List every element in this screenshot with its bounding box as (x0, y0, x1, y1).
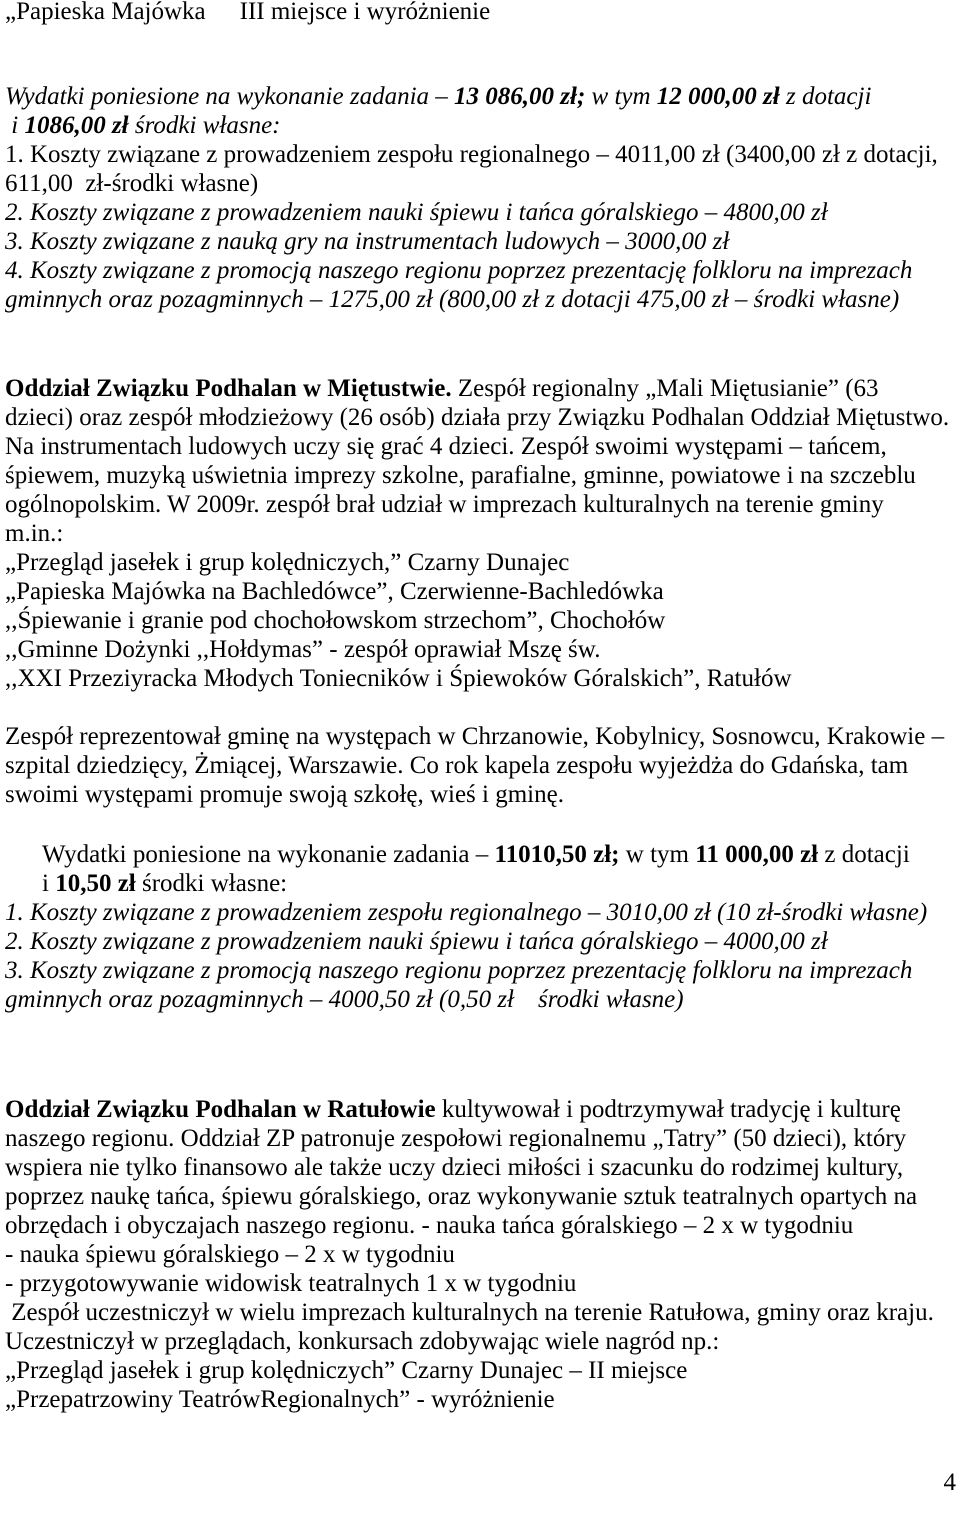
expenses-intro-mid: w tym (619, 841, 696, 868)
paragraph-text: kultywował i podtrzymywał tradycję i kulturę (435, 1096, 901, 1123)
summary-line: swoimi występami promuje swoją szkołę, wieś i gminę. (5, 781, 564, 808)
expenses-total: 13 086,00 zł; (454, 83, 586, 110)
spacer (5, 693, 960, 722)
cost-line: 1. Koszty związane z prowadzeniem zespołu regionalnego – 4011,00 zł (3400,00 zł z dotacji, (5, 141, 938, 168)
expenses-own-suffix: środki własne: (135, 870, 288, 897)
expenses-intro-mid: w tym (585, 83, 657, 110)
section-intro-line (5, 374, 960, 403)
cost-line: 4. Koszty związane z promocją naszego regionu poprzez prezentację folkloru na imprezach (5, 257, 913, 284)
expenses-own-line (5, 111, 960, 140)
cost-line: 3. Koszty związane z promocją naszego regionu poprzez prezentację folkloru na imprezach (5, 957, 913, 984)
expenses-intro-text: Wydatki poniesione na wykonanie zadania – (42, 841, 495, 868)
paragraph-line: Uczestniczył w przeglądach, konkursach zdobywając wiele nagród np.: (5, 1328, 720, 1355)
cost-line: 3. Koszty związane z nauką gry na instrumentach ludowych – 3000,00 zł (5, 228, 730, 255)
paragraph-line: Na instrumentach ludowych uczy się grać 4 dzieci. Zespół swoimi występami – tańcem, (5, 433, 887, 460)
paragraph-line: poprzez naukę tańca, śpiewu góralskiego, oraz wykonywanie sztuk teatralnych opartych na (5, 1183, 918, 1210)
paragraph-line: obrzędach i obyczajach naszego regionu. - nauka tańca góralskiego – 2 x w tygodniu (5, 1212, 854, 1239)
cost-line (5, 985, 960, 1014)
section-heading-mietustwo: Oddział Związku Podhalan w Miętustwie. (5, 375, 452, 402)
spacer (5, 1014, 960, 1095)
expenses-intro-end: z dotacji (779, 83, 872, 110)
paragraph-line: m.in.: (5, 520, 64, 547)
award-item: „Przegląd jasełek i grup kolędniczych” Czarny Dunajec – II miejsce (5, 1357, 688, 1384)
expenses-own-prefix: i (5, 112, 25, 139)
paragraph-line: śpiewem, muzyką uświetnia imprezy szkolne, parafialne, gminne, powiatowe i na szczeblu (5, 462, 916, 489)
summary-line: Zespół reprezentował gminę na występach w Chrzanowie, Kobylnicy, Sosnowcu, Krakowie – (5, 723, 945, 750)
award-event-name: „Papieska Majówka (5, 0, 206, 25)
activity-item: - nauka śpiewu góralskiego – 2 x w tygodniu (5, 1241, 455, 1268)
expenses-own-amount: 1086,00 zł (24, 112, 129, 139)
award-item: „Przepatrzowiny TeatrówRegionalnych” - wyróżnienie (5, 1386, 555, 1413)
expenses-total: 11010,50 zł; (494, 841, 620, 868)
expenses-grant: 11 000,00 zł (695, 841, 819, 868)
expenses-grant: 12 000,00 zł (656, 83, 780, 110)
cost-line-amounts: gminnych oraz pozagminnych – 4000,50 zł (0,50 zł (5, 986, 514, 1013)
cost-line: gminnych oraz pozagminnych – 1275,00 zł (800,00 zł z dotacji 475,00 zł – środki własne) (5, 286, 900, 313)
event-item: ,,XXI Przeziyracka Młodych Toniecników i Śpiewoków Góralskich”, Ratułów (5, 665, 792, 692)
summary-line: szpital dziedzięcy, Żmiącej, Warszawie. Co rok kapela zespołu wyjeżdża do Gdańska, tam (5, 752, 909, 779)
spacer (5, 26, 960, 82)
expenses-own-suffix: środki własne: (128, 112, 281, 139)
expenses-own-prefix: i (42, 870, 56, 897)
expenses-intro-line (5, 82, 960, 111)
cost-line: 2. Koszty związane z prowadzeniem nauki śpiewu i tańca góralskiego – 4800,00 zł (5, 199, 828, 226)
award-line (5, 0, 960, 26)
paragraph-text: Zespół regionalny „Mali Miętusianie” (63 (451, 375, 879, 402)
section-heading-ratulow: Oddział Związku Podhalan w Ratułowie (5, 1096, 436, 1123)
event-item: ,,Gminne Dożynki ,,Hołdymas” - zespół oprawiał Mszę św. (5, 636, 601, 663)
event-item: „Papieska Majówka na Bachledówce”, Czerwienne-Bachledówka (5, 578, 664, 605)
paragraph-line: ogólnopolskim. W 2009r. zespół brał udział w imprezach kulturalnych na terenie gminy (5, 491, 884, 518)
paragraph-line: dzieci) oraz zespół młodzieżowy (26 osób) działa przy Związku Podhalan Oddział Miętustwo. (5, 404, 950, 431)
cost-line: 611,00 zł-środki własne) (5, 170, 259, 197)
paragraph-line: Zespół uczestniczył w wielu imprezach kulturalnych na terenie Ratułowa, gminy oraz kraju. (5, 1299, 934, 1326)
spacer (5, 809, 960, 840)
award-result: III miejsce i wyróżnienie (239, 0, 491, 25)
cost-line: 1. Koszty związane z prowadzeniem zespołu regionalnego – 3010,00 zł (10 zł-środki własne) (5, 899, 928, 926)
section-intro-line (5, 1095, 960, 1124)
expenses-own-line (5, 869, 960, 898)
spacer (5, 314, 960, 374)
expenses-own-amount: 10,50 zł (55, 870, 136, 897)
paragraph-line: wspiera nie tylko finansowo ale także uczy dzieci miłości i szacunku do rodzimej kultury, (5, 1154, 904, 1181)
event-item: „Przegląd jasełek i grup kolędniczych,” Czarny Dunajec (5, 549, 570, 576)
cost-line: 2. Koszty związane z prowadzeniem nauki śpiewu i tańca góralskiego – 4000,00 zł (5, 928, 828, 955)
paragraph-line: naszego regionu. Oddział ZP patronuje zespołowi regionalnemu „Tatry” (50 dzieci), który (5, 1125, 907, 1152)
event-item: ,,Śpiewanie i granie pod chochołowskom strzechom”, Chochołów (5, 607, 666, 634)
activity-item: - przygotowywanie widowisk teatralnych 1 x w tygodniu (5, 1270, 577, 1297)
expenses-intro-text: Wydatki poniesione na wykonanie zadania – (5, 83, 455, 110)
cost-line-own-funds: środki własne) (538, 986, 684, 1013)
expenses-intro-end: z dotacji (818, 841, 910, 868)
expenses-intro-line (5, 840, 960, 869)
page-number: 4 (943, 1469, 956, 1496)
